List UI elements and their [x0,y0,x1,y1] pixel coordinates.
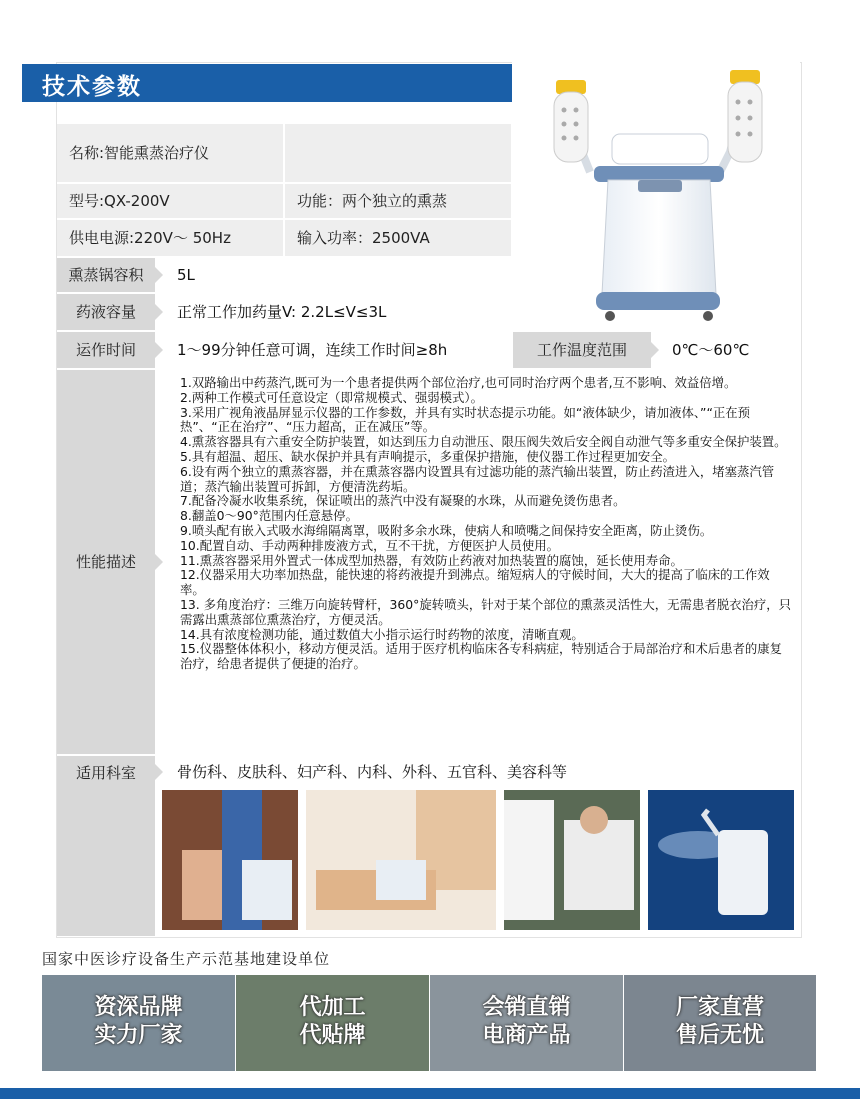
pot-value [165,258,511,292]
liquid-value [165,294,511,330]
liquid-value-text: 正常工作加药量V: 2.2L≤V≤3L [177,303,387,321]
banner-line2: 电商产品 [482,1023,571,1048]
perf-arrow [155,554,163,570]
perf-item: 2.两种工作模式可任意设定（即常规模式、强弱模式）。 [180,389,483,405]
spec-power-supply-text: 供电电源:220V～ 50Hz [69,229,231,247]
liquid-label [57,294,155,330]
banner-line1: 厂家直营 [675,995,764,1020]
perf-description [180,376,792,672]
clinic-photo-1 [162,790,298,930]
temp-arrow [651,342,659,358]
perf-item: 5.具有超温、超压、缺水保护并具有声响提示，多重保护措施，使仪器工作过程更加安全。 [180,448,676,464]
bottom-bar [0,1088,860,1099]
perf-item: 14.具有浓度检测功能，通过数值大小指示运行时药物的浓度，清晰直观。 [180,626,584,642]
spec-function [285,184,511,218]
banner-sales [430,975,623,1071]
section-header [22,64,512,102]
dept-arrow [155,764,163,780]
footer-title: 国家中医诊疗设备生产示范基地建设单位 [42,950,331,968]
perf-item: 6.设有两个独立的熏蒸容器，并在熏蒸容器内设置具有过滤功能的蒸汽输出装置，防止药渣进入，堵塞蒸汽管道；蒸汽输出装置可拆卸，方便清洗药垢。 [180,463,775,494]
perf-item: 9.喷头配有嵌入式吸水海绵隔离罩，吸附多余水珠，使病人和喷嘴之间保持安全距离，防止烫伤。 [180,522,713,538]
perf-item: 10.配置自动、手动两种排废液方式，互不干扰，方便医护人员使用。 [180,537,560,553]
temp-label [513,332,651,368]
spec-name-text: 名称:智能熏蒸治疗仪 [69,144,210,162]
banner-line2: 实力厂家 [94,1023,183,1048]
perf-item: 15.仪器整体体积小，移动方便灵活。适用于医疗机构临床各专科病症，特别适合于局部治疗和术后患者的康复治疗，给患者提供了便捷的治疗。 [180,641,783,672]
banner-brand [42,975,235,1071]
perf-item: 12.仪器采用大功率加热盘，能快速的将药液提升到沸点。缩短病人的守候时间，大大的提高了临床的工作效率。 [180,567,770,598]
liquid-arrow [155,304,163,320]
spec-model [57,184,283,218]
temp-value-text: 0℃～60℃ [672,341,750,359]
spec-input-power-text: 输入功率：2500VA [297,229,430,247]
runtime-value-text: 1～99分钟任意可调，连续工作时间≥8h [177,341,448,359]
product-image [512,62,800,330]
dept-label [57,756,155,936]
runtime-arrow [155,342,163,358]
banner-line2: 代贴牌 [299,1023,366,1048]
banner-line1: 会销直销 [482,995,571,1020]
dept-value-text: 骨伤科、皮肤科、妇产科、内科、外科、五官科、美容科等 [177,763,568,781]
spec-model-text: 型号:QX-200V [69,192,170,210]
section-title: 技术参数 [42,74,142,100]
banner-oem [236,975,429,1071]
pot-label-text: 熏蒸锅容积 [68,266,144,284]
spec-function-text: 功能：两个独立的熏蒸 [297,192,448,210]
temp-value [660,332,800,368]
pot-value-text: 5L [177,266,195,284]
clinic-photo-2 [306,790,496,930]
runtime-label-text: 运作时间 [75,341,136,359]
banner-line2: 售后无忧 [675,1023,764,1048]
perf-item: 3.采用广视角液晶屏显示仪器的工作参数，并具有实时状态提示功能。如“液体缺少，请加液体、”“正在预热”、“正在治疗”、“压力超高，正在减压”等。 [180,404,751,435]
perf-label-text: 性能描述 [75,553,136,571]
perf-item: 7.配备冷凝水收集系统，保证喷出的蒸汽中没有凝聚的水珠，从而避免烫伤患者。 [180,493,626,509]
banner-factory [624,975,816,1071]
perf-item: 8.翻盖0～90°范围内任意悬停。 [180,508,358,524]
clinic-photo-4 [648,790,794,930]
spec-name [57,124,283,182]
dept-label-text: 适用科室 [75,764,136,782]
runtime-label [57,332,155,368]
spec-name-blank [285,124,511,182]
spec-power-supply [57,220,283,256]
clinic-photo-3 [504,790,640,930]
perf-label [57,370,155,754]
liquid-label-text: 药液容量 [75,303,136,321]
perf-item: 4.熏蒸容器具有六重安全防护装置，如达到压力自动泄压、限压阀失效后安全阀自动泄气等多重安全保护装置。 [180,434,787,450]
banner-line1: 资深品牌 [94,995,183,1020]
spec-input-power [285,220,511,256]
pot-label [57,258,155,292]
perf-item: 11.熏蒸容器采用外置式一体成型加热器，有效防止药液对加热装置的腐蚀，延长使用寿命。 [180,552,683,568]
runtime-value [165,332,511,368]
perf-item: 1.双路输出中药蒸汽,既可为一个患者提供两个部位治疗,也可同时治疗两个患者,互不影响、效益倍增。 [180,375,737,390]
perf-item: 13. 多角度治疗：三维万向旋转臂杆，360°旋转喷头，针对于某个部位的熏蒸灵活性大，无需患者脱衣治疗，只需露出熏蒸部位熏蒸治疗，方便灵活。 [180,596,792,627]
banner-line1: 代加工 [299,995,366,1020]
pot-arrow [155,267,163,283]
temp-label-text: 工作温度范围 [536,341,627,359]
dept-value [165,756,785,788]
